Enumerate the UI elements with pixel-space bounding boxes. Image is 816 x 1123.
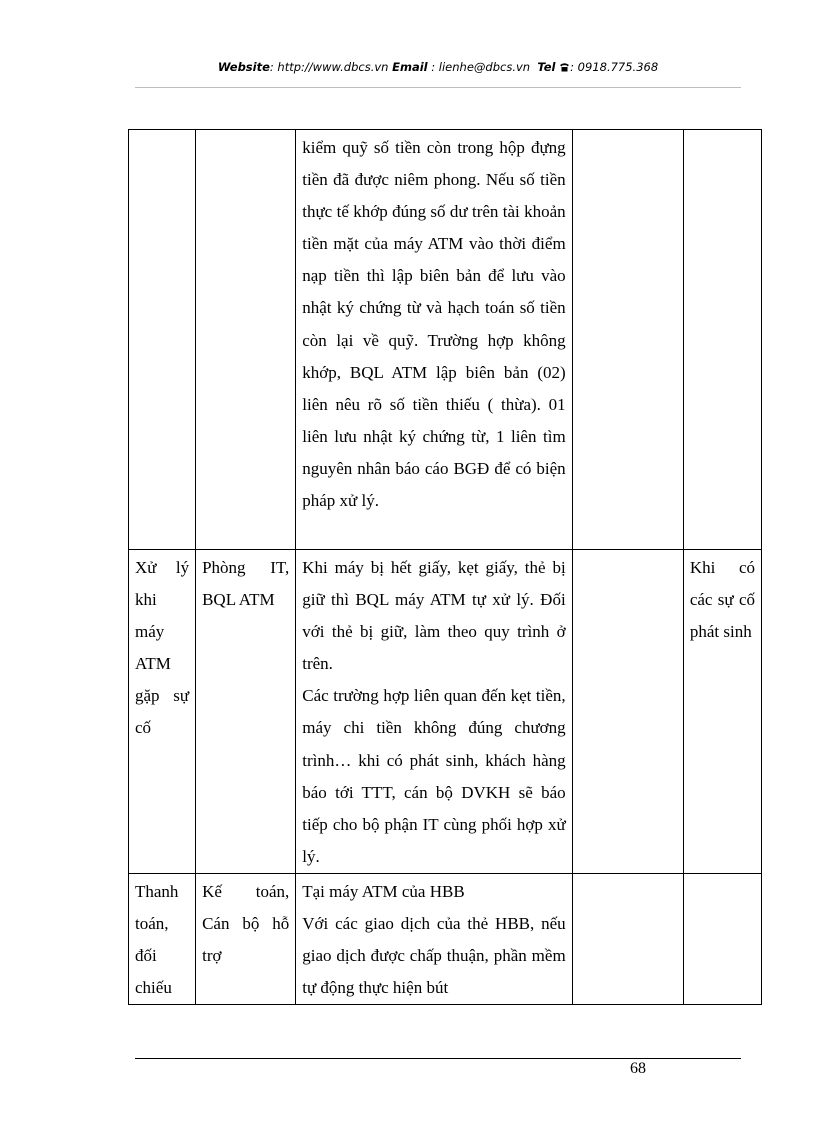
- content-cell: [296, 550, 572, 874]
- responsible-cell: Kế toán, Cán bộ hỗ trợ: [196, 873, 296, 1004]
- form-cell: [572, 130, 683, 550]
- time-cell: Khi có các sự cố phát sinh: [683, 550, 761, 874]
- page-number: 68: [630, 1060, 646, 1077]
- website-value: : http://www.dbcs.vn: [269, 60, 389, 74]
- form-cell: [572, 550, 683, 874]
- responsible-cell: Phòng IT, BQL ATM: [196, 550, 296, 874]
- content-cell: [296, 130, 572, 550]
- table-row: [129, 130, 762, 550]
- content-paragraph: Tại máy ATM của HBB: [302, 881, 465, 901]
- tel-value: : 0918.775.368: [570, 60, 659, 74]
- responsible-cell: [196, 130, 296, 550]
- tel-label: Tel: [537, 60, 556, 74]
- website-label: Website: [217, 60, 270, 74]
- header-divider: [135, 87, 741, 88]
- page-header: [135, 60, 741, 74]
- step-cell: Thanh toán, đối chiếu: [129, 873, 196, 1004]
- content-paragraph: Các trường hợp liên quan đến kẹt tiền, máy chi tiền không đúng chương trình… khi có phát sinh, khách hàng báo tới TTT, cán bộ DVKH sẽ báo tiếp cho bộ phận IT cùng phối hợp xử lý.: [302, 686, 566, 866]
- content-paragraph: Khi máy bị hết giấy, kẹt giấy, thẻ bị giữ thì BQL máy ATM tự xử lý. Đối với thẻ bị giữ, làm theo quy trình ở trên.: [302, 558, 566, 674]
- step-cell: [129, 130, 196, 550]
- table-row: [129, 873, 762, 1004]
- time-cell: [683, 130, 761, 550]
- content-paragraph: kiểm quỹ số tiền còn trong hộp đựng tiền đã được niêm phong. Nếu số tiền thực tế khớp đúng số dư trên tài khoản tiền mặt của máy ATM vào thời điểm nạp tiền thì lập biên bản để lưu vào nhật ký chứng từ và hạch toán số tiền còn lại về quỹ. Trường hợp không khớp, BQL ATM lập biên bản (02) liên nêu rõ số tiền thiếu ( thừa). 01 liên lưu nhật ký chứng từ, 1 liên tìm nguyên nhân báo cáo BGĐ để có biện pháp xử lý.: [302, 138, 566, 511]
- table-row: [129, 550, 762, 874]
- footer-divider: [135, 1058, 741, 1059]
- phone-icon: [559, 60, 570, 74]
- content-cell: [296, 873, 572, 1004]
- email-value: : lienhe@dbcs.vn: [431, 60, 531, 74]
- procedure-table: [128, 129, 762, 1005]
- time-cell: [683, 873, 761, 1004]
- step-cell: Xử lý khi máy ATM gặp sự cố: [129, 550, 196, 874]
- form-cell: [572, 873, 683, 1004]
- email-label: Email: [392, 60, 428, 74]
- content-paragraph: Với các giao dịch của thẻ HBB, nếu giao dịch được chấp thuận, phần mềm tự động thực hiện bút: [302, 914, 566, 998]
